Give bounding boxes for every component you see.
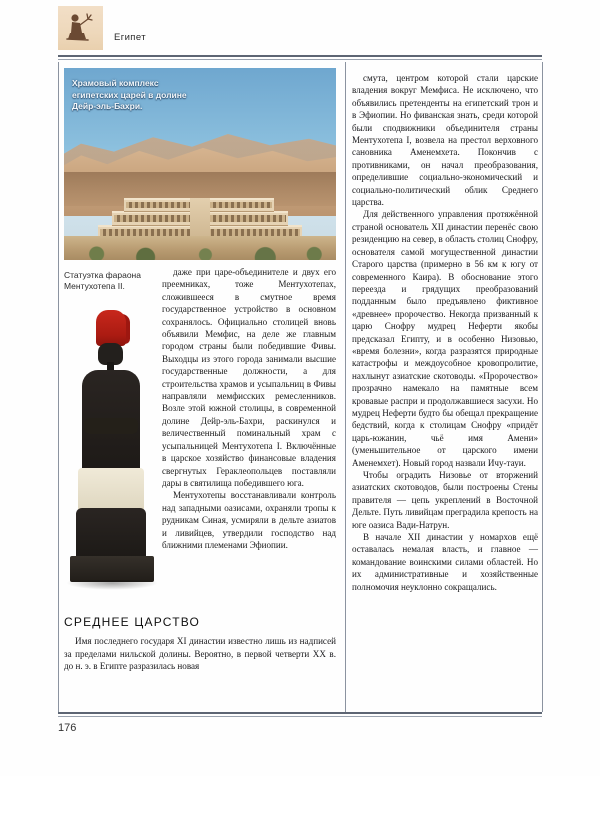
paragraph-text: В начале XII династии у номархов ещё оставалась немалая власть, и главное — командование воинскими силами областей. Но их административные и хозяйственные полномочия неуклонно сокращались. [352, 532, 538, 592]
paragraph-text: Имя последнего государя XI династии известно лишь из надписей за пределами нильской долины. Вероятно, в первой четверти XX в. до н. э. в Египте разразилась новая [64, 636, 336, 672]
figure-mentuhotep-statue [66, 310, 158, 610]
header-rule [58, 55, 542, 57]
figure-deir-el-bahri [64, 68, 336, 260]
paragraph-text: смута, центром которой стали царские владения вокруг Мемфиса. Не исключено, что объявились претенденты на египетский трон и в Эфиопии. Но фиванская знать, среди которой были сподвижники объединителя страны Ментухотепа I, возвела на престол верховного сановника Аменемхета. Покончив с противниками, он начал преобразования, определившие социально-экономический и социально-политический облик Среднего царства. [352, 73, 538, 208]
statue-red-crown [96, 310, 126, 346]
paragraph-wrap-1 [162, 266, 336, 489]
paragraph-text: Чтобы оградить Низовье от вторжений азиатских скотоводов, были построены Стены правителя — цепь укреплений в Восточной Дельте. Путь ливийцам преградила крепость на юге оазиса Вади-Натрун. [352, 470, 538, 530]
paragraph-text: даже при царе-объединителе и двух его преемниках, тоже Ментухотепах, сложившееся в смутное время государственное устройство в основном сохранялось. Официально столицей вновь объявили Мемфис, на деле же главным городом страны были победившие Фивы. Выходцы из этого города занимали высшие государственные должности, а для строительства храмов и усыпальниц в Фивы направляли мемфисских ремесленников. Возле этой южной столицы, в современной долине Дейр-эль-Бахри, раскинулся и величественный поминальный храм с усыпальницей Ментухотепа I. Включённые в царское хозяйство финансовые владения свергнутых Гераклеопольцев поставляли дары в святилища победившего юга. [162, 267, 336, 488]
header-rule-thin [58, 59, 542, 60]
paragraph-text: Ментухотепы восстанавливали контроль над западными оазисами, охраняли тропы к рудникам Синая, усмиряли в дельте азиатов и ливийцев, утвердили господство над ближними племенами Эфиопии. [162, 490, 336, 550]
figure-caption-mentuhotep-statue: Статуэтка фараона Ментухотепа II. [64, 270, 141, 291]
column-rule-left [58, 62, 59, 712]
statue-crossed-arms [84, 418, 138, 434]
egyptian-scribe-glyph-icon [58, 6, 103, 50]
statue-legs [76, 508, 146, 560]
paragraph-text: Для действенного управления протяжённой страной основатель XII династии перенёс свою резиденцию на север, в область столиц Снофру, основателя самой могущественной династии Старого царства (примерно в 56 км к югу от современного Каира). В обоснование этого переезда и грядущих преобразований подданным было предъявлено фиктивное «древнее» пророчество. Некогда призванный к царю Снофру мудрец Неферти якобы предсказал Египту, и в особенно Низовью, «время болезни», когда разразятся природные катастрофы и междоусобное кровопролитие, нахлынут азиатские скотоводы. «Пророчество» прозрачно намекало на памятные всем кровавые распри и продолжавшиеся засухи. Но мудрец Неферти будто бы обещал прекращение бедствий, когда к столицам Снофру «придёт царь-южанин, чьё имя Амени» (уменьшительное от царского имени Аменемхет). Новый город назвали Ичу-тауи. [352, 209, 538, 468]
footer-rule [58, 712, 542, 714]
footer-rule-thin [58, 716, 542, 717]
figure-caption-deir-el-bahri: Храмовый комплекс египетских царей в долине Дейр-эль-Бахри. [72, 78, 187, 111]
column-rule-middle [345, 62, 346, 712]
right-column [352, 72, 538, 593]
statue-white-kilt [78, 468, 144, 512]
section-heading: СРЕДНЕЕ ЦАРСТВО [64, 615, 201, 629]
running-head-title: Египет [114, 32, 146, 43]
column-rule-right [542, 62, 543, 712]
paragraph-wrap-2 [162, 489, 336, 551]
photo-vegetation [64, 240, 336, 260]
statue-and-text-block [64, 266, 336, 826]
running-head [58, 6, 542, 54]
left-column-lower-text [64, 604, 336, 673]
page-number: 176 [58, 722, 77, 734]
statue-pedestal [70, 556, 154, 582]
left-column-wrapped-text [162, 266, 336, 551]
statue-shadow [66, 580, 158, 590]
